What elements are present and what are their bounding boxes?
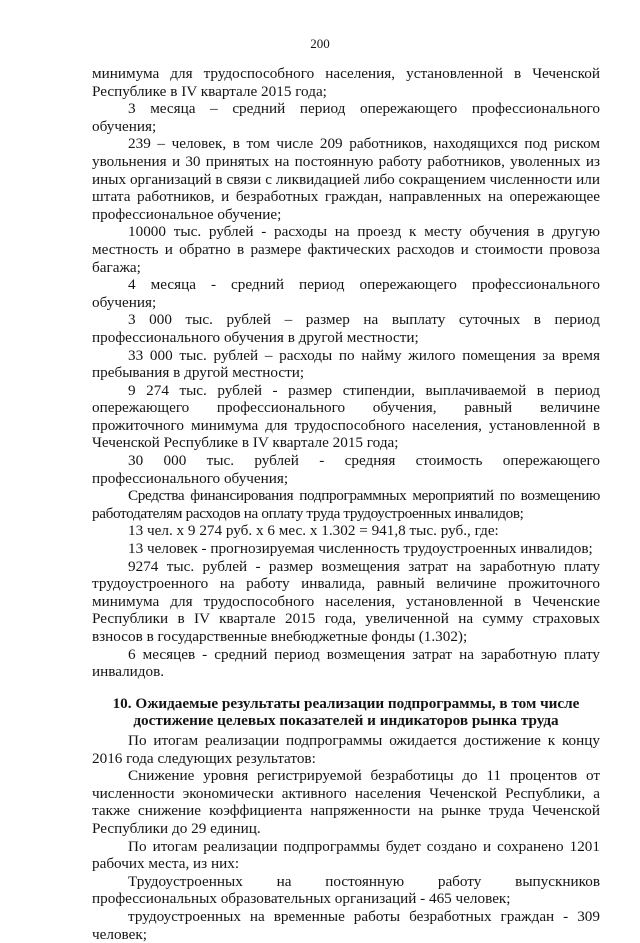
paragraph: минимума для трудоспособного населения, установленной в Чеченской Республике в IV квартале 2015 года; [92, 65, 600, 100]
paragraph: Снижение уровня регистрируемой безработицы до 11 процентов от численности экономически активного населения Чеченской Республики, а также снижение коэффициента напряженности на рынке труда Чеченской Республики до 29 единиц. [92, 767, 600, 837]
formula-line: 13 чел. х 9 274 руб. х 6 мес. х 1.302 = 941,8 тыс. руб., где: [128, 522, 499, 540]
paragraph: 239 – человек, в том числе 209 работников, находящихся под риском увольнения и 30 принятых на постоянную работу работников, уволенных из иных организаций в связи с ликвидацией либо сокращением численности или штата работников, и безработных граждан, направленных на опережающее профессиональное обучение; [92, 135, 600, 223]
section-heading: 10. Ожидаемые результаты реализации подпрограммы, в том числе достижение целевых показателей и индикаторов рынка труда [112, 694, 580, 730]
paragraph: 30 000 тыс. рублей - средняя стоимость опережающего профессионального обучения; [92, 452, 600, 487]
paragraph: 3 000 тыс. рублей – размер на выплату суточных в период профессионального обучения в другой местности; [92, 311, 600, 346]
paragraph: 9274 тыс. рублей - размер возмещения затрат на заработную плату трудоустроенного на работу инвалида, равный величине прожиточного минимума для трудоспособного населения, установленной в Чеченские Республики в IV квартале 2015 года, увеличенной на сумму страховых взносов в государственные внебюджетные фонды (1.302); [92, 557, 600, 645]
page-number: 200 [310, 36, 330, 51]
paragraph: 9 274 тыс. рублей - размер стипендии, выплачиваемой в период опережающего профессионального обучения, равный величине прожиточного минимума для трудоспособного населения, установленной в Чеченской Республике в IV квартале 2015 года; [92, 381, 600, 452]
paragraph: 13 человек - прогнозируемая численность трудоустроенных инвалидов; [128, 540, 593, 558]
paragraph: 3 месяца – средний период опережающего профессионального обучения; [92, 100, 600, 135]
document-body [92, 65, 600, 943]
paragraph: 10000 тыс. рублей - расходы на проезд к месту обучения в другую местность и обратно в размере фактических расходов и стоимости провоза багажа; [92, 223, 600, 276]
paragraph: 4 месяца - средний период опережающего профессионального обучения; [92, 276, 600, 311]
paragraph: Средства финансирования подпрограммных мероприятий по возмещению работодателям расходов на оплату труда трудоустроенных инвалидов; [92, 487, 600, 522]
paragraph: 33 000 тыс. рублей – расходы по найму жилого помещения за время пребывания в другой местности; [92, 346, 600, 382]
paragraph: По итогам реализации подпрограммы ожидается достижение к концу 2016 года следующих результатов: [92, 731, 600, 767]
paragraph: По итогам реализации подпрограммы будет создано и сохранено 1201 рабочих места, из них: [92, 837, 600, 873]
paragraph: Трудоустроенных на постоянную работу выпускников профессиональных образовательных организаций - 465 человек; [92, 872, 600, 908]
paragraph: 6 месяцев - средний период возмещения затрат на заработную плату инвалидов. [92, 645, 600, 681]
paragraph: трудоустроенных на временные работы безработных граждан - 309 человек; [92, 907, 600, 943]
